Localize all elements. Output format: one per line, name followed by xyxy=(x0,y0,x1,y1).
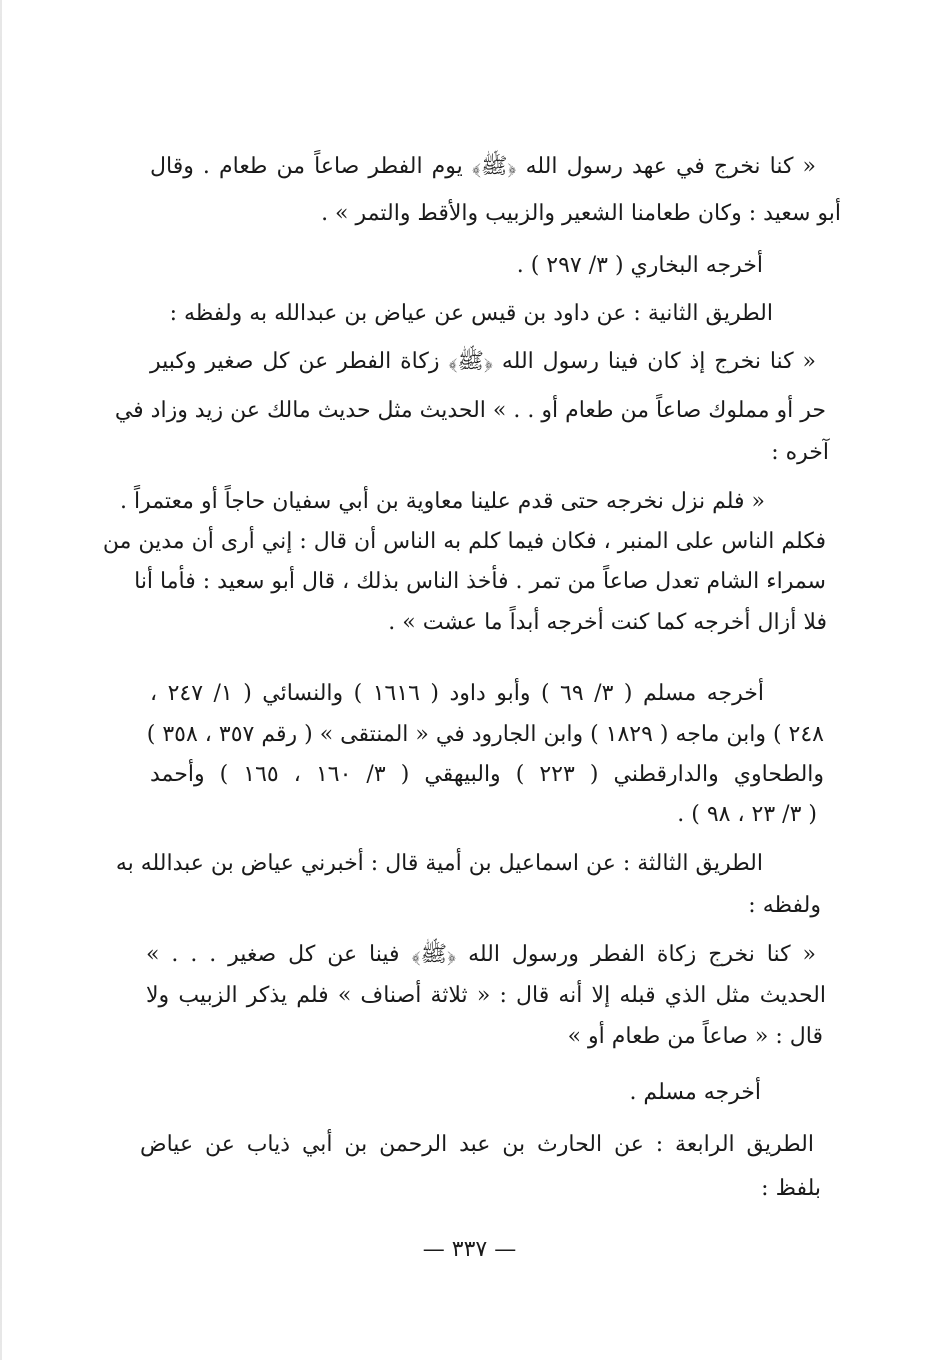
text-line-20: قال : « صاعاً من طعام أو » xyxy=(567,1024,823,1049)
citation-muslim-line-3: والطحاوي والدارقطني ( ٢٢٣ ) والبيهقي ( ٣/ ١٦٠ ، ١٦٥ ) وأحمد xyxy=(150,762,825,787)
citation-muslim-short: أخرجه مسلم . xyxy=(629,1080,761,1105)
text-line-9: فكلم الناس على المنبر ، فكان فيما كلم به الناس أن قال : إني أرى أن مدين من xyxy=(102,529,826,554)
text-line-2: أبو سعيد : وكان طعامنا الشعير والزبيب والأقط والتمر » . xyxy=(321,201,841,226)
text-line-23: بلفظ : xyxy=(761,1176,821,1201)
citation-muslim-line-1: أخرجه مسلم ( ٣/ ٦٩ ) وأبو داود ( ١٦١٦ ) والنسائي ( ١/ ٢٤٧ ، xyxy=(150,681,764,706)
text-line-8: « فلم نزل نخرجه حتى قدم علينا معاوية بن أبي سفيان حاجاً أو معتمراً . xyxy=(119,489,765,514)
citation-muslim-line-4: ( ٣/ ٢٣ ، ٩٨ ) . xyxy=(677,802,817,827)
text-line-5: « كنا نخرج إذ كان فينا رسول الله ﴿ﷺ﴾ زكاة الفطر عن كل صغير وكبير xyxy=(150,349,816,374)
text-line-17: ولفظه : xyxy=(748,893,821,918)
scan-edge xyxy=(0,0,2,1360)
section-heading-third-path: الطريق الثالثة : عن اسماعيل بن أمية قال : أخبرني عياض بن عبدالله به xyxy=(115,851,763,876)
page-number: — ٣٣٧ — xyxy=(422,1237,517,1262)
citation-bukhari: أخرجه البخاري ( ٣/ ٢٩٧ ) . xyxy=(516,253,763,278)
text-line-10: سمراء الشام تعدل صاعاً من تمر . فأخذ الناس بذلك ، قال أبو سعيد : فأما أنا xyxy=(134,569,826,594)
text-line-1: « كنا نخرج في عهد رسول الله ﴿ﷺ﴾ يوم الفطر صاعاً من طعام . وقال xyxy=(150,154,816,179)
text-line-19: الحديث مثل الذي قبله إلا أنه قال : « ثلاثة أصناف » فلم يذكر الزبيب ولا xyxy=(146,983,826,1008)
text-line-18: « كنا نخرج زكاة الفطر ورسول الله ﴿ﷺ﴾ فينا عن كل صغير . . . » xyxy=(146,942,816,967)
text-line-7: آخره : xyxy=(771,440,829,465)
text-line-6: حر أو مملوك صاعاً من طعام أو . . » الحديث مثل حديث مالك عن زيد وزاد في xyxy=(114,398,826,423)
section-heading-fourth-path: الطريق الرابعة : عن الحارث بن عبد الرحمن بن أبي ذياب عن عياض xyxy=(140,1132,814,1157)
citation-muslim-line-2: ٢٤٨ ) وابن ماجه ( ١٨٢٩ ) وابن الجارود في « المنتقى » ( رقم ٣٥٧ ، ٣٥٨ ) xyxy=(146,722,824,747)
section-heading-second-path: الطريق الثانية : عن داود بن قيس عن عياض بن عبدالله به ولفظه : xyxy=(169,301,773,326)
text-line-11: فلا أزال أخرجه كما كنت أخرجه أبداً ما عشت » . xyxy=(388,610,827,635)
